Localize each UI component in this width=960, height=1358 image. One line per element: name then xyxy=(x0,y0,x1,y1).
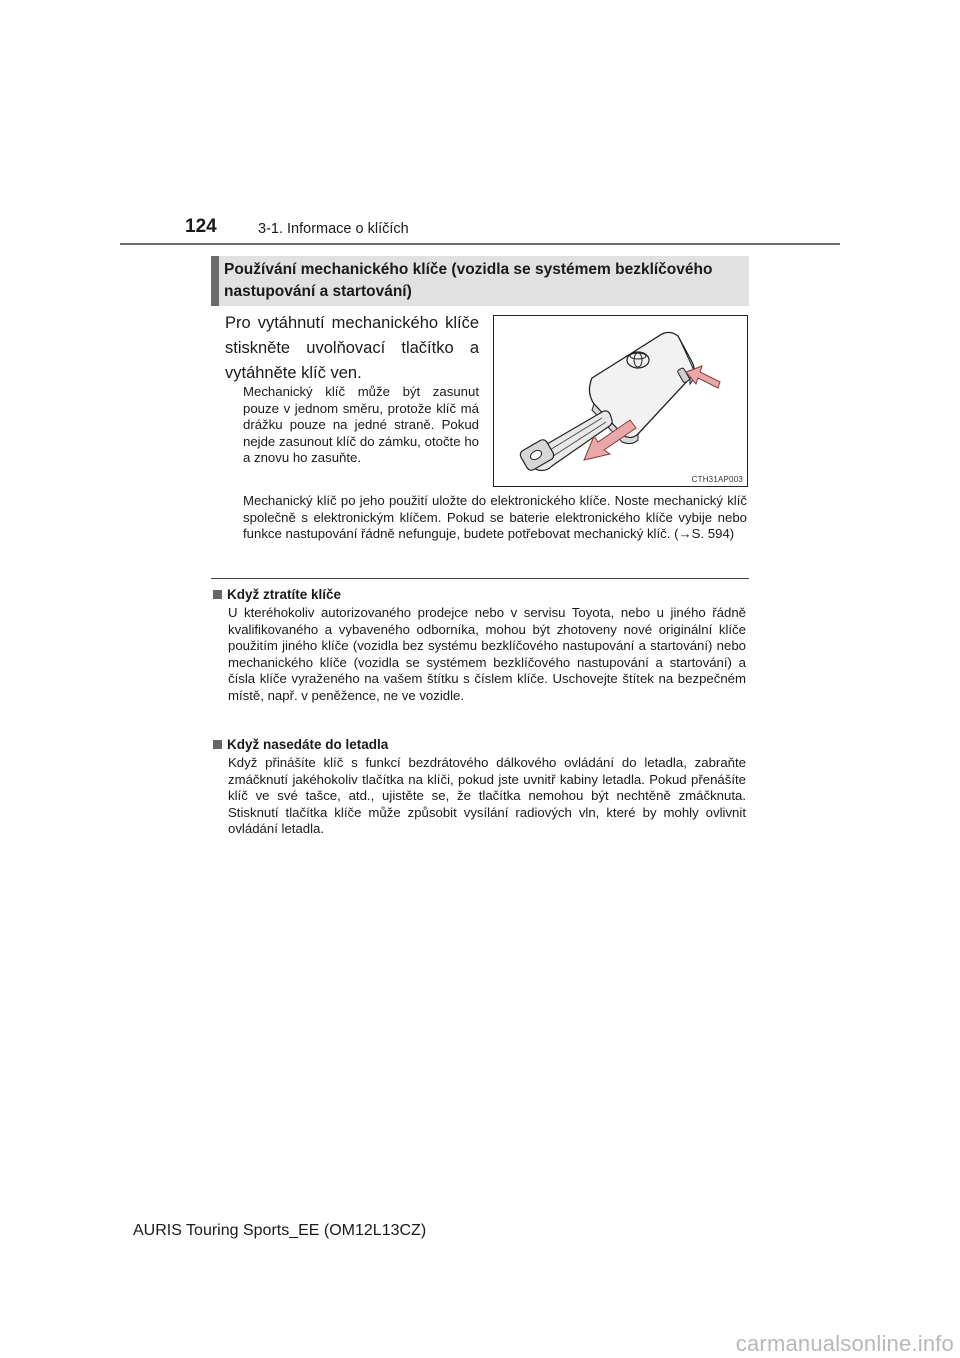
header-rule xyxy=(120,243,840,245)
intro-text: Pro vytáhnutí mechanického klíče stiskněte uvolňovací tlačítko a vytáhněte klíč ven. xyxy=(225,314,479,382)
bullet-square-icon xyxy=(213,590,222,599)
topic-body-airplane: Když přinášíte klíč s funkcí bezdrátového dálkového ovládání do letadla, zabraňte zmáčknutí jakéhokoliv tlačítka na klíči, pokud jste uvnitř kabiny letadla. Pokud přenášíte klíč ve své tašce, atd., ujistěte se, že tlačítka nemohou být nechtěně zmáčknuta. Stisknutí tlačítka klíče může způsobit vysílání radiových vln, které by mohly ovlivnit ovládání letadla. xyxy=(228,755,746,837)
box-header-bar xyxy=(211,256,219,306)
section-divider xyxy=(211,578,749,579)
topic-heading-text: Když ztratíte klíče xyxy=(227,587,342,602)
topic-body-lost-keys: U kteréhokoliv autorizovaného prodejce nebo v servisu Toyota, nebo u jiného řádně kvalifikovaného a vybaveného odborníka, mohou být zhotoveny nové originální klíče použitím jiného klíče (vozidla bez systému bezklíčového nastupování a startování) nebo mechanického klíče (vozidla se systémem bezklíčového nastupování a startování) a čísla klíče vyraženého na vašem štítku s číslem klíče. Uschovejte štítek na bezpečném místě, např. v peněžence, ne ve vozidle. xyxy=(228,605,746,703)
note-insertion-direction: Mechanický klíč může být zasunut pouze v jednom směru, protože klíč má drážku pouze na jedné straně. Pokud nejde zasunout klíč do zámku, otočte ho a znovu ho zasuňte. xyxy=(243,384,479,466)
box-title: Používání mechanického klíče (vozidla se systémem bezklíčového nastupování a startování) xyxy=(224,261,713,300)
topic-heading-text: Když nasedáte do letadla xyxy=(227,737,389,752)
topic-heading-airplane xyxy=(213,737,388,752)
note-store-key: Mechanický klíč po jeho použití uložte do elektronického klíče. Noste mechanický klíč společně s elektronickým klíčem. Pokud se baterie elektronického klíče vybije nebo funkce nastupování řádně nefunguje, budete potřebovat mechanický klíč. (→S. 594) xyxy=(243,493,747,542)
watermark: carmanualsonline.info xyxy=(735,1331,954,1356)
key-figure xyxy=(493,315,748,487)
bullet-square-icon xyxy=(213,740,222,749)
key-illustration xyxy=(494,316,749,488)
section-title: 3-1. Informace o klíčích xyxy=(258,221,409,237)
page-number: 124 xyxy=(185,216,217,237)
footer-model: AURIS Touring Sports_EE (OM12L13CZ) xyxy=(133,1222,427,1239)
box-header xyxy=(211,256,749,306)
figure-code: CTH31AP003 xyxy=(691,475,743,484)
topic-heading-lost-keys xyxy=(213,587,341,602)
